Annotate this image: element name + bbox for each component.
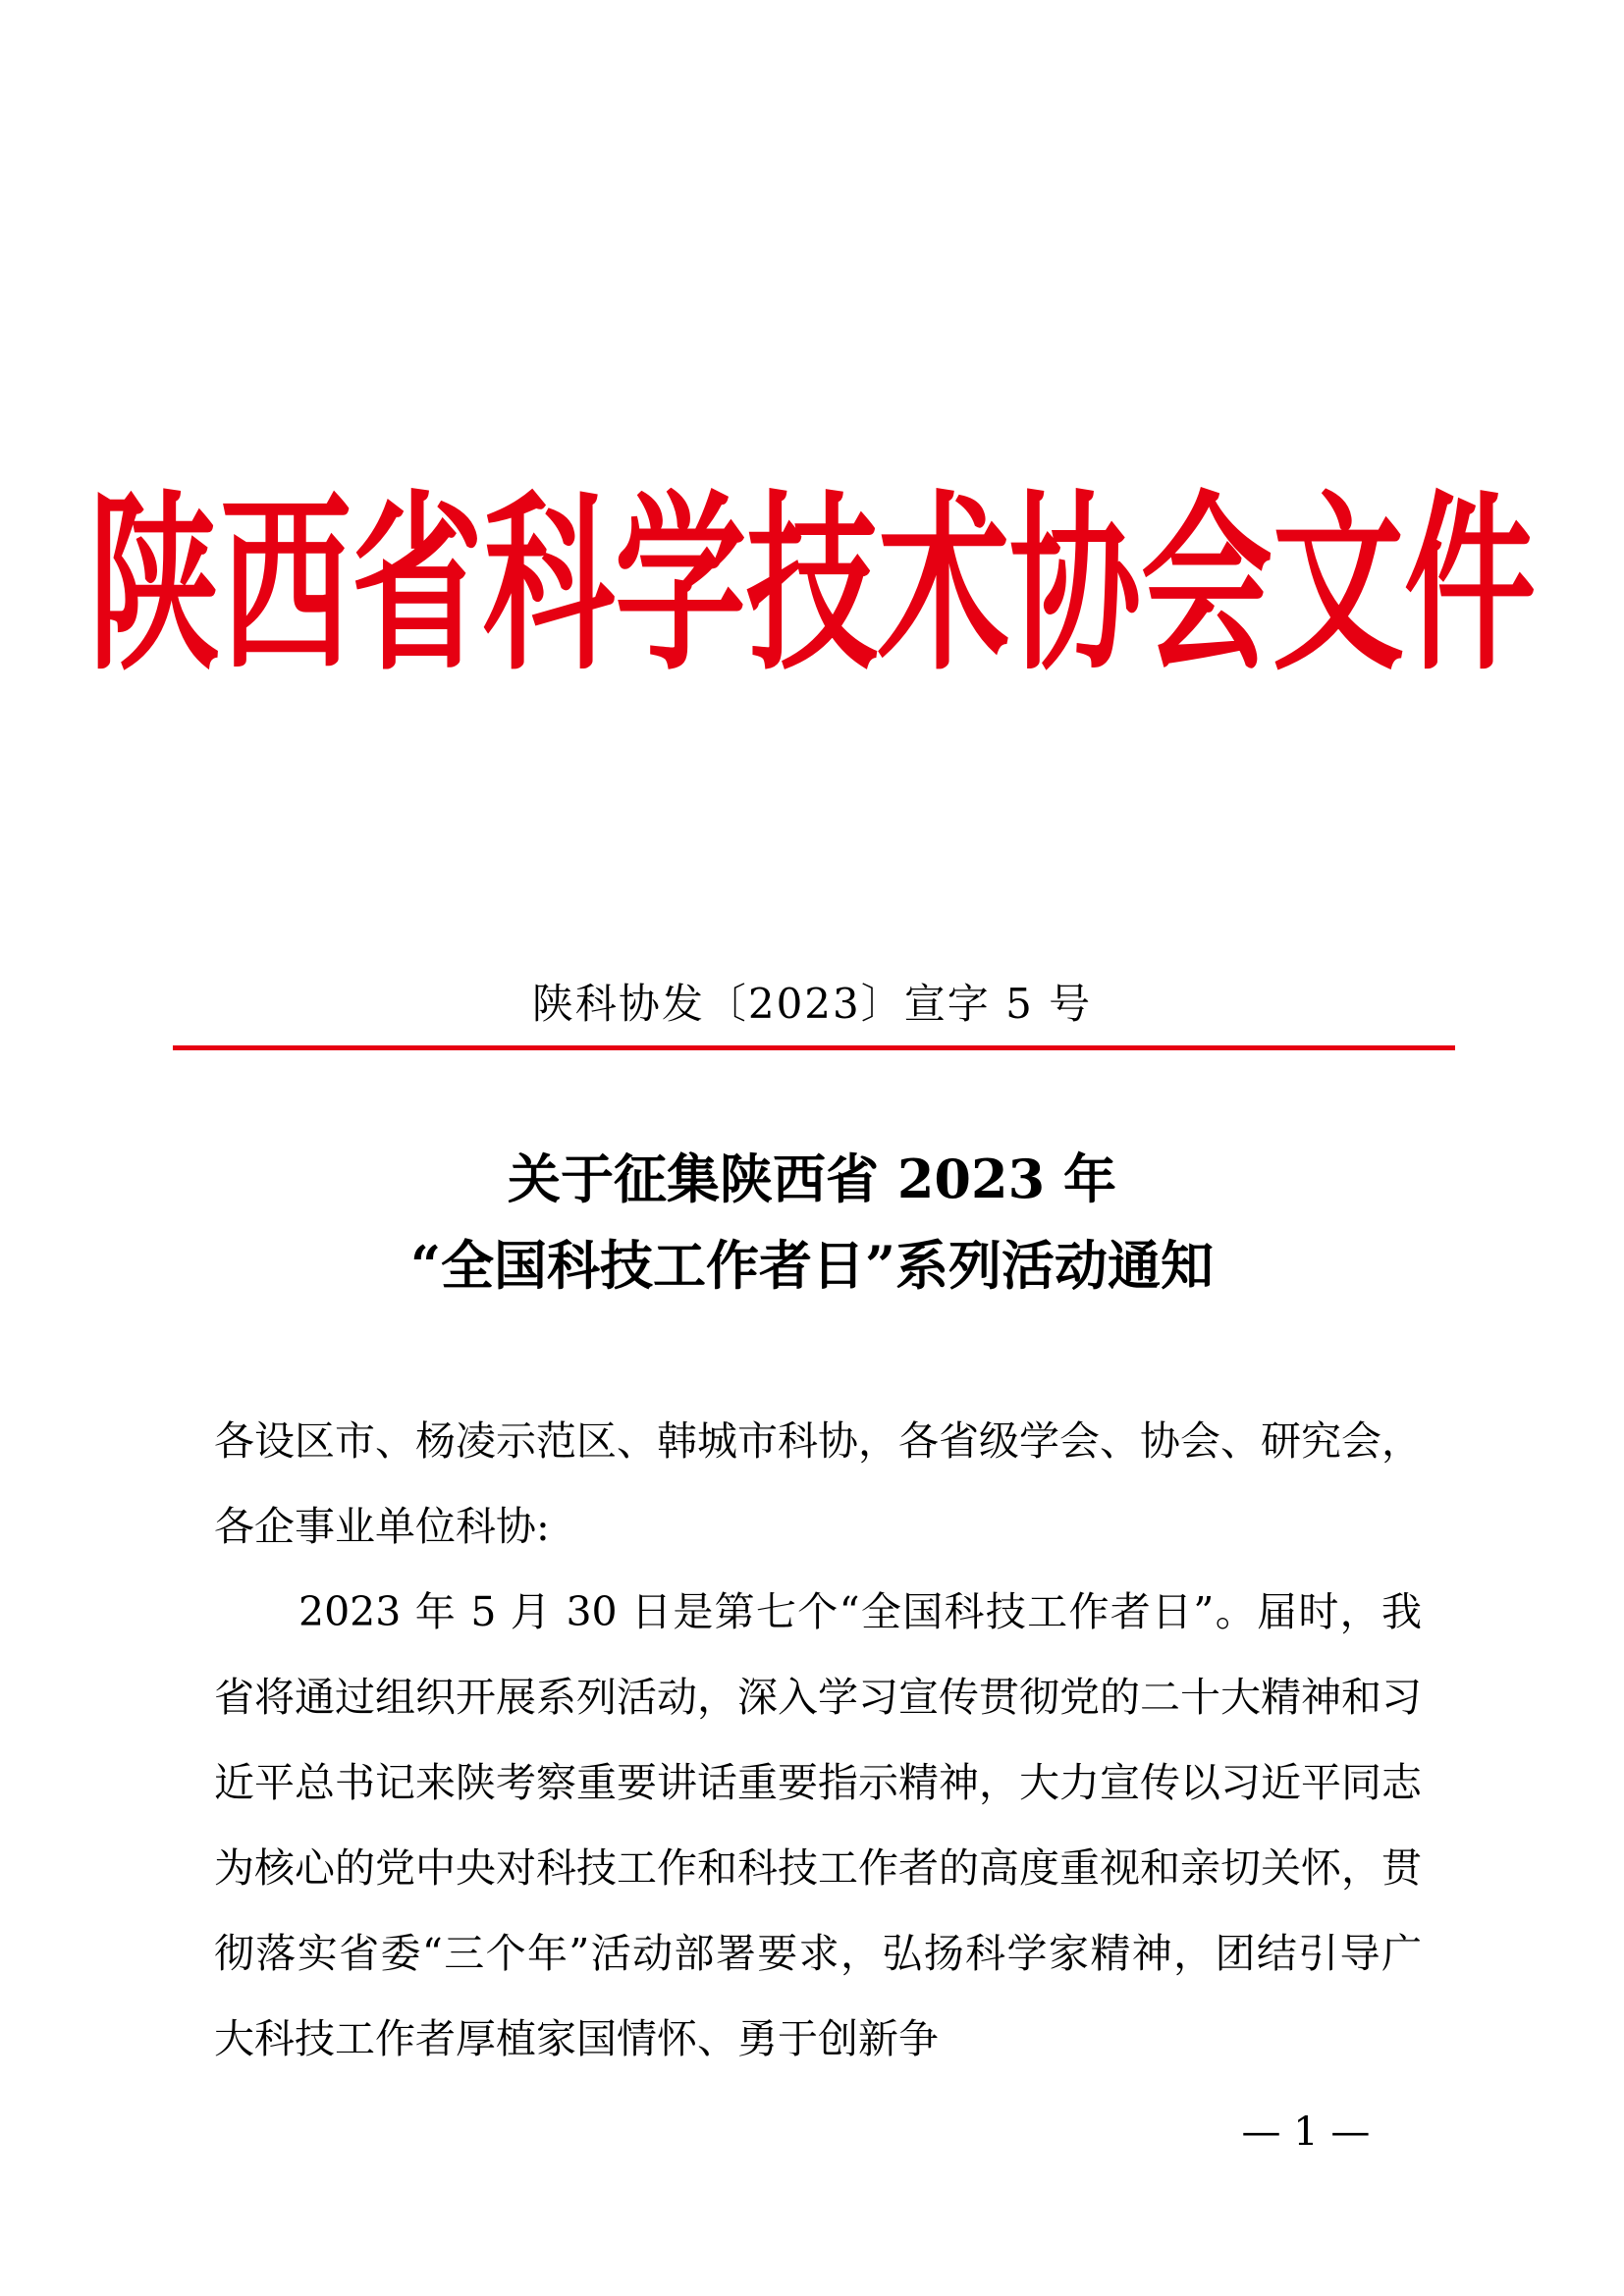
document-title-line-1: 关于征集陕西省 2023 年 [508,1148,1116,1210]
salutation: 各设区市、杨凌示范区、韩城市科协，各省级学会、协会、研究会，各企事业单位科协: [214,1417,1422,1550]
page-number: — 1 — [1241,2109,1371,2155]
document-number: 陕科协发〔2023〕宣字 5 号 [531,980,1093,1028]
body-paragraph: 2023 年 5 月 30 日是第七个“全国科技工作者日”。届时，我省将通过组织开展系列活动，深入学习宣传贯彻党的二十大精神和习近平总书记来陕考察重要讲话重要指示精神，大力宣传以习近平同志为核心的党中央对科技工作和科技工作者的高度重视和亲切关怀，贯彻落实省委“三个年”活动部署要求，弘扬科学家精神，团结引导广大科技工作者厚植家国情怀、勇于创新争 [214,1588,1422,2062]
document-title-line-2: “全国科技工作者日”系列活动通知 [409,1234,1215,1297]
masthead-title [0,461,1624,707]
document-body [214,1399,1422,2082]
red-separator-line [173,1045,1455,1050]
masthead-text: 陕西省科学技术协会文件 [87,471,1536,697]
